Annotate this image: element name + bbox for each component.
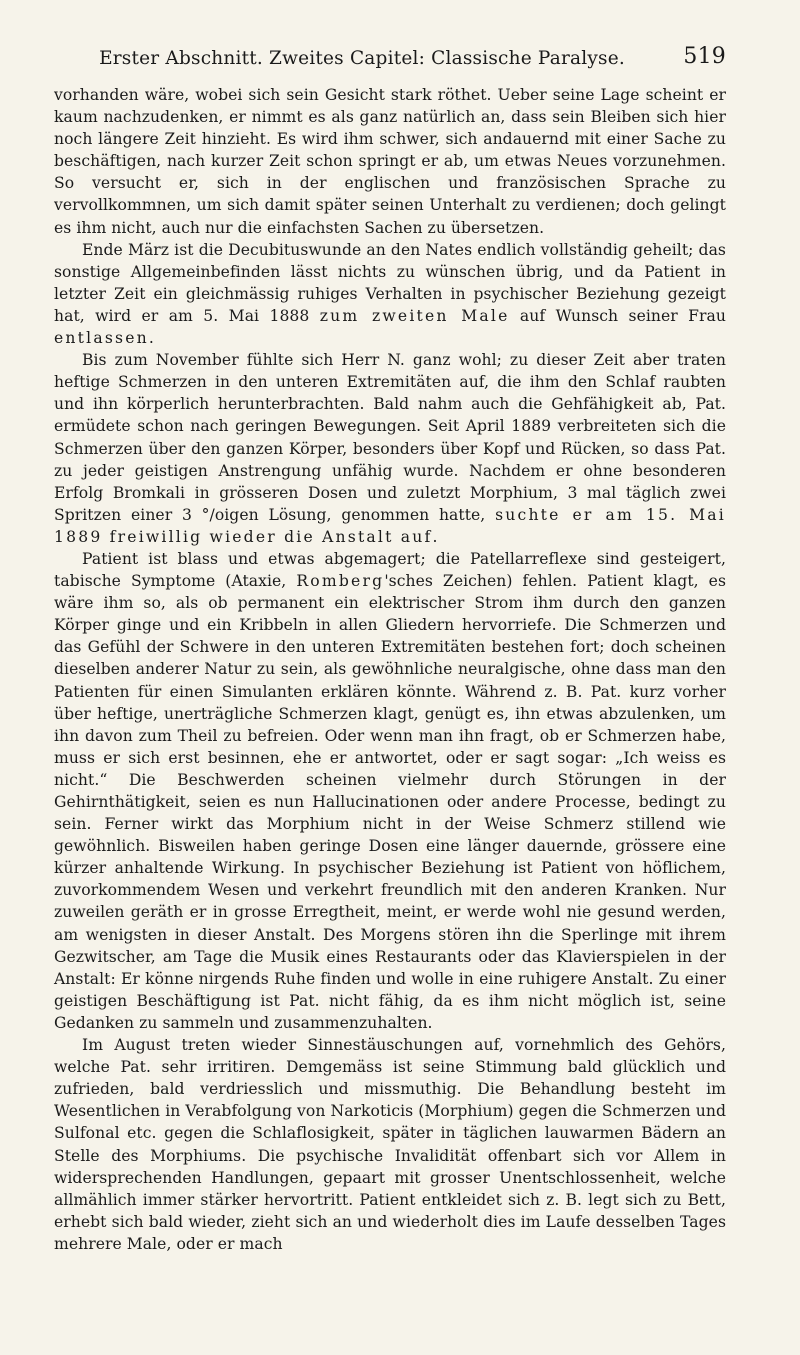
text-run: . (148, 329, 154, 348)
text-run: 'sches Zeichen) fehlen. Patient klagt, es wäre ihm so, als ob permanent ein elektrischer Strom ihm durch den ganzen Körper ginge und ein Kribbeln in allen Gliedern hervorriefe. Die Schmerzen und das Gefühl der Schwere in den unteren Extremitäten bestehen fort; doch scheinen dieselben anderer Natur zu sein, als gewöhnliche neuralgische, ohne dass man den Patienten für einen Simulanten erklären könnte. Während z. B. Pat. kurz vorher über heftige, unerträgliche Schmerzen klagt, genügt es, ihn etwas abzulenken, um ihn davon zum Theil zu befreien. Oder wenn man ihn fragt, ob er Schmerzen habe, muss er sich erst besinnen, ehe er antwortet, oder er sagt sogar: „Ich weiss es nicht.“ Die Beschwerden scheinen vielmehr durch Störungen in der Gehirnthätigkeit, seien es nun Hallucinationen oder andere Processe, bedingt zu sein. Ferner wirkt das Morphium nicht in der Weise Schmerz stillend wie gewöhnlich. Bisweilen haben geringe Dosen eine länger dauernde, grössere eine kürzer anhaltende Wirkung. In psychischer Beziehung ist Patient von höflichem, zuvorkommendem Wesen und verkehrt freundlich mit den anderen Kranken. Nur zuweilen geräth er in grosse Erregtheit, meint, er werde wohl nie gesund werden, am wenigsten in dieser Anstalt. Des Morgens stören ihn die Sperlinge mit ihrem Gezwitscher, am Tage die Musik eines Restaurants oder das Klavierspielen in der Anstalt: Er könne nirgends Ruhe finden und wolle in eine ruhigere Anstalt. Zu einer geistigen Beschäftigung ist Pat. nicht fähig, da es ihm nicht möglich ist, seine Gedanken zu sammeln und zusammenzuhalten. (54, 572, 727, 1032)
page-number: 519 (683, 44, 726, 69)
running-header (54, 44, 726, 84)
text-run: auf Wunsch seiner Frau (509, 306, 726, 325)
emphasis-spaced: suchte er am 15. Mai 1889 freiwillig wieder die Anstalt auf (54, 505, 726, 546)
text-run: vorhanden wäre, wobei sich sein Gesicht stark röthet. Ueber seine Lage scheint er kaum nachzudenken, er nimmt es als ganz natürlich an, dass sein Bleiben sich hier noch längere Zeit hinzieht. Es wird ihm schwer, sich andauernd mit einer Sache zu beschäftigen, nach kurzer Zeit schon springt er ab, um etwas Neues vorzunehmen. So versucht er, sich in der englischen und französischen Sprache zu vervollkommnen, um sich damit später seinen Unterhalt zu verdienen; doch gelingt es ihm nicht, auch nur die einfachsten Sachen zu übersetzen. (54, 86, 726, 237)
paragraph-3 (54, 349, 726, 548)
paragraph-4 (54, 548, 726, 1034)
body-text (54, 84, 726, 1255)
text-run: Im August treten wieder Sinnestäuschungen auf, vornehmlich des Gehörs, welche Pat. sehr irritiren. Demgemäss ist seine Stimmung bald glücklich und zufrieden, bald verdriesslich und missmuthig. Die Behandlung besteht im Wesentlichen in Verabfolgung von Narkoticis (Morphium) gegen die Schmerzen und Sulfonal etc. gegen die Schlaflosigkeit, später in täglichen lauwarmen Bädern an Stelle des Morphiums. Die psychische Invalidität offenbart sich vor Allem in widersprechenden Handlungen, gepaart mit grosser Unentschlossenheit, welche allmählich immer stärker hervortritt. Patient entkleidet sich z. B. legt sich zu Bett, erhebt sich bald wieder, zieht sich an und wiederholt dies im Laufe desselben Tages mehrere Male, oder er mach (54, 1036, 726, 1253)
running-title: Erster Abschnitt. Zweites Capitel: Classische Paralyse. (99, 48, 625, 69)
text-run: Patient ist blass und etwas abgemagert; die Patellarreflexe sind gesteigert, tabische Symptome (Ataxie, (54, 549, 726, 591)
emphasis-spaced: entlassen (54, 329, 149, 348)
text-run: Bis zum November fühlte sich Herr N. ganz wohl; zu dieser Zeit aber traten heftige Schmerzen in den unteren Extremitäten auf, die ihm den Schlaf raubten und ihn körperlich herunterbrachten. Bald nahm auch die Gehfähigkeit ab, Pat. ermüdete schon nach geringen Bewegungen. Seit April 1889 verbreiteten sich die Schmerzen über den ganzen Körper, besonders über Kopf und Rücken, so dass Pat. zu jeder geistigen Anstrengung unfähig wurde. Nachdem er ohne besonderen Erfolg Bromkali in grösseren Dosen und zuletzt Morphium, 3 mal täglich zwei Spritzen einer 3 °/oigen Lösung, genommen hatte, (54, 351, 726, 524)
paragraph-2 (54, 239, 726, 349)
paragraph-1 (54, 84, 726, 239)
text-run: Ende März ist die Decubituswunde an den Nates endlich vollständig geheilt; das sonstige Allgemeinbefinden lässt nichts zu wünschen übrig, und da Patient in letzter Zeit ein gleichmässig ruhiges Verhalten in psychischer Beziehung gezeigt hat, wird er am 5. Mai 1888 (54, 240, 726, 325)
paragraph-5 (54, 1034, 726, 1255)
text-run: . (432, 527, 438, 546)
emphasis-spaced: zum zweiten Male (319, 306, 510, 325)
emphasis-spaced: Romberg (296, 572, 385, 591)
